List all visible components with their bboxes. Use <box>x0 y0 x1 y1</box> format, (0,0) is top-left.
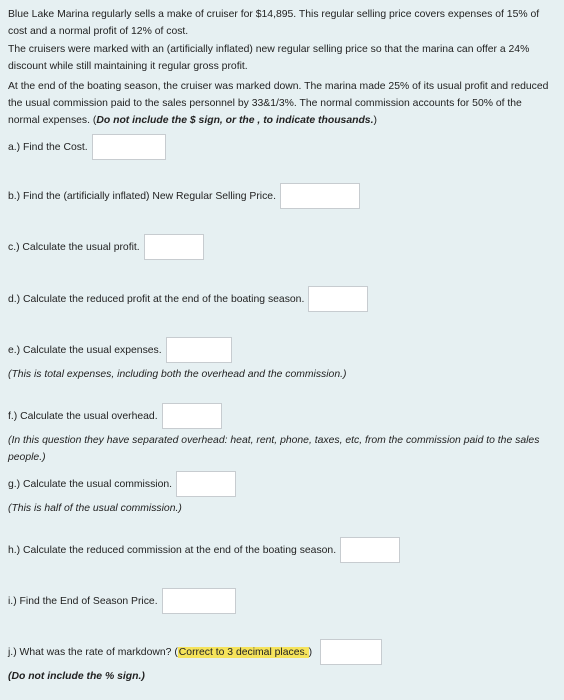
question-j-note: (Do not include the % sign.) <box>8 671 145 682</box>
question-g-label: g.) Calculate the usual commission. <box>8 478 173 490</box>
question-j-label-end: ) <box>308 646 313 658</box>
question-i-label: i.) Find the End of Season Price. <box>8 595 158 607</box>
question-b <box>8 183 360 209</box>
question-a <box>8 134 166 160</box>
answer-h-input[interactable] <box>340 537 400 563</box>
question-g <box>8 471 236 497</box>
intro-paragraph-2: The cruisers were marked with an (artificially inflated) new regular selling price so that the marina can offer a 24% discount while still maintaining it regular gross profit. <box>8 44 530 72</box>
intro-paragraph-3-text: At the end of the boating season, the cruiser was marked down. The marina made 25% of its usual profit and reduced the usual commission paid to the sales personnel by 33&1/3%. The normal commission accounts for 50% of the normal expenses. ( <box>8 81 549 126</box>
answer-j-input[interactable] <box>320 639 382 665</box>
question-d <box>8 286 368 312</box>
answer-f-input[interactable] <box>162 403 222 429</box>
question-e-note: (This is total expenses, including both the overhead and the commission.) <box>8 369 347 380</box>
question-e <box>8 337 232 363</box>
precision-highlight: Correct to 3 decimal places. <box>178 646 308 658</box>
question-h-label: h.) Calculate the reduced commission at the end of the boating season. <box>8 544 337 556</box>
answer-e-input[interactable] <box>166 337 232 363</box>
question-d-label: d.) Calculate the reduced profit at the end of the boating season. <box>8 293 305 305</box>
question-j <box>8 639 382 665</box>
question-a-label: a.) Find the Cost. <box>8 141 88 153</box>
question-f-note: (In this question they have separated overhead: heat, rent, phone, taxes, etc, from the commission paid to the sales people.) <box>8 435 540 463</box>
answer-b-input[interactable] <box>280 183 360 209</box>
answer-c-input[interactable] <box>144 234 204 260</box>
question-c-label: c.) Calculate the usual profit. <box>8 241 140 253</box>
question-c <box>8 234 204 260</box>
question-b-label: b.) Find the (artificially inflated) New Regular Selling Price. <box>8 190 276 202</box>
question-h <box>8 537 400 563</box>
answer-a-input[interactable] <box>92 134 166 160</box>
question-f <box>8 403 222 429</box>
intro-paragraph-3 <box>8 78 556 129</box>
question-i <box>8 588 236 614</box>
format-instruction: Do not include the $ sign, or the , to indicate thousands. <box>96 115 374 126</box>
answer-d-input[interactable] <box>308 286 368 312</box>
answer-g-input[interactable] <box>176 471 236 497</box>
question-f-label: f.) Calculate the usual overhead. <box>8 410 158 422</box>
intro-paragraph-1: Blue Lake Marina regularly sells a make of cruiser for $14,895. This regular selling price covers expenses of 15% of cost and a normal profit of 12% of cost. <box>8 9 540 37</box>
question-e-label: e.) Calculate the usual expenses. <box>8 344 162 356</box>
question-g-note: (This is half of the usual commission.) <box>8 503 182 514</box>
intro-paragraph-3-end: ) <box>373 115 377 126</box>
answer-i-input[interactable] <box>162 588 236 614</box>
question-j-label: j.) What was the rate of markdown? ( <box>8 646 178 658</box>
